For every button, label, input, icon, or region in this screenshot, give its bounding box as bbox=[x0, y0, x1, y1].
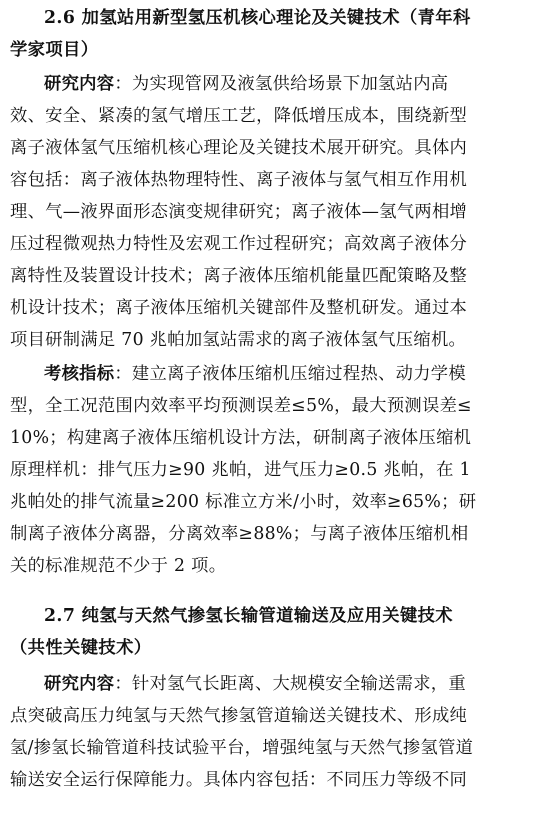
paragraph-line: 输送安全运行保障能力。具体内容包括：不同压力等级不同 bbox=[10, 770, 468, 790]
paragraph-line: 理、气—液界面形态演变规律研究；离子液体—氢气两相增 bbox=[10, 202, 468, 222]
paragraph-line: 压过程微观热力特性及宏观工作过程研究；高效离子液体分 bbox=[10, 234, 468, 254]
paragraph-line: 离特性及装置设计技术；离子液体压缩机能量匹配策略及整 bbox=[10, 266, 468, 286]
paragraph-line: 氢/掺氢长输管道科技试验平台，增强纯氢与天然气掺氢管道 bbox=[10, 738, 474, 758]
paragraph-line: 项目研制满足 70 兆帕加氢站需求的离子液体氢气压缩机。 bbox=[10, 330, 467, 350]
section-2-7-title-cont: （共性关键技术） bbox=[10, 638, 152, 658]
paragraph-line: 容包括：离子液体热物理特性、离子液体与氢气相互作用机 bbox=[10, 170, 468, 190]
paragraph-line: 兆帕处的排气流量≥200 标准立方米/小时，效率≥65%；研 bbox=[10, 492, 477, 512]
research-content-label-2-7: 研究内容 bbox=[44, 674, 115, 694]
paragraph-line: 机设计技术；离子液体压缩机关键部件及整机研发。通过本 bbox=[10, 298, 468, 318]
paragraph-line: 原理样机：排气压力≥90 兆帕，进气压力≥0.5 兆帕，在 1 bbox=[10, 460, 471, 480]
research-content-paragraph-2-7 bbox=[44, 672, 524, 696]
research-content-paragraph bbox=[44, 72, 524, 96]
research-content-text-2-7: ：针对氢气长距离、大规模安全输送需求，重 bbox=[114, 674, 466, 694]
paragraph-line: 离子液体氢气压缩机核心理论及关键技术展开研究。具体内 bbox=[10, 138, 468, 158]
assessment-text: ：建立离子液体压缩机压缩过程热、动力学模 bbox=[114, 364, 466, 384]
paragraph-line: 关的标准规范不少于 2 项。 bbox=[10, 556, 227, 576]
paragraph-line: 10%；构建离子液体压缩机设计方法，研制离子液体压缩机 bbox=[10, 428, 472, 448]
research-content-label: 研究内容 bbox=[44, 74, 115, 94]
paragraph-line: 效、安全、紧凑的氢气增压工艺，降低增压成本，围绕新型 bbox=[10, 106, 468, 126]
assessment-paragraph bbox=[44, 362, 524, 386]
paragraph-line: 型，全工况范围内效率平均预测误差≤5%，最大预测误差≤ bbox=[10, 396, 472, 416]
section-2-6-title: 2.6 加氢站用新型氢压机核心理论及关键技术（青年科 bbox=[44, 8, 471, 28]
section-2-7-title: 2.7 纯氢与天然气掺氢长输管道输送及应用关键技术 bbox=[44, 606, 453, 626]
research-content-text: ：为实现管网及液氢供给场景下加氢站内高 bbox=[114, 74, 449, 94]
paragraph-line: 点突破高压力纯氢与天然气掺氢管道输送关键技术、形成纯 bbox=[10, 706, 468, 726]
assessment-label: 考核指标 bbox=[44, 364, 115, 384]
section-2-6-title-cont: 学家项目） bbox=[10, 40, 99, 60]
paragraph-line: 制离子液体分离器，分离效率≥88%；与离子液体压缩机相 bbox=[10, 524, 469, 544]
